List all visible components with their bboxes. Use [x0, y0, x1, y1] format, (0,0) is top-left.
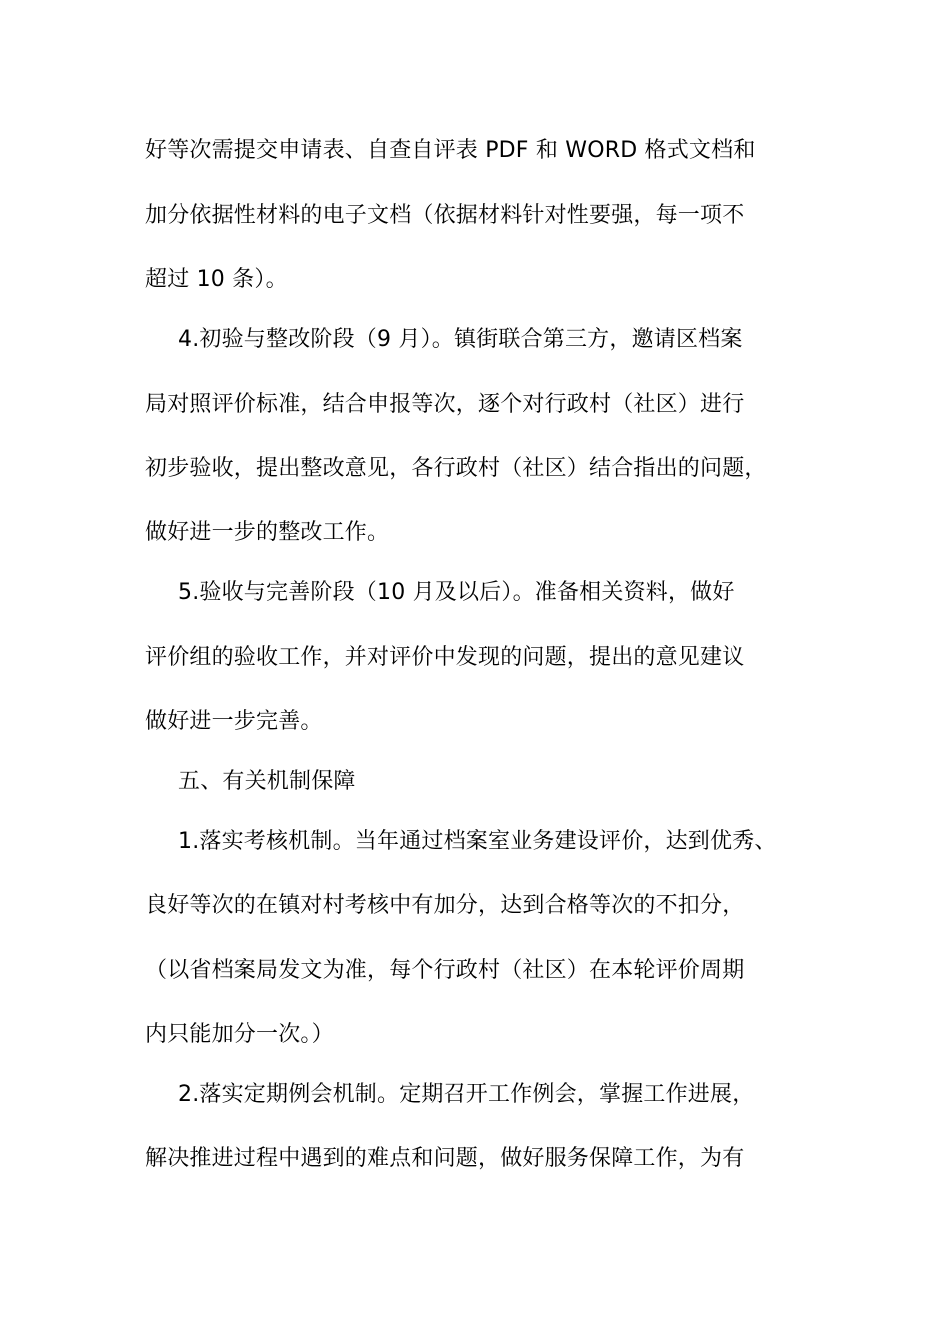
paragraph-line: 4.初验与整改阶段（9 月）。镇街联合第三方，邀请区档案 — [178, 327, 743, 352]
paragraph-line: 评价组的验收工作，并对评价中发现的问题，提出的意见建议 — [145, 645, 745, 670]
paragraph-line: 内只能加分一次。） — [145, 1022, 334, 1047]
section-heading: 五、有关机制保障 — [178, 769, 356, 794]
paragraph-line: 5.验收与完善阶段（10 月及以后）。准备相关资料，做好 — [178, 580, 735, 605]
paragraph-line: 做好进一步完善。 — [145, 709, 323, 734]
paragraph-line: （以省档案局发文为准，每个行政村（社区）在本轮评价周期 — [145, 958, 745, 983]
paragraph-line: 超过 10 条）。 — [145, 267, 288, 292]
paragraph-line: 良好等次的在镇对村考核中有加分，达到合格等次的不扣分， — [145, 893, 745, 918]
paragraph-line: 做好进一步的整改工作。 — [145, 520, 390, 545]
paragraph-line: 局对照评价标准，结合申报等次，逐个对行政村（社区）进行 — [145, 392, 745, 417]
paragraph-line: 好等次需提交申请表、自查自评表 PDF 和 WORD 格式文档和 — [145, 138, 756, 163]
paragraph-line: 加分依据性材料的电子文档（依据材料针对性要强，每一项不 — [145, 203, 745, 228]
paragraph-line: 1.落实考核机制。当年通过档案室业务建设评价，达到优秀、 — [178, 829, 777, 854]
paragraph-line: 解决推进过程中遇到的难点和问题，做好服务保障工作，为有 — [145, 1146, 745, 1171]
paragraph-line: 初步验收，提出整改意见，各行政村（社区）结合指出的问题， — [145, 456, 767, 481]
paragraph-line: 2.落实定期例会机制。定期召开工作例会，掌握工作进展， — [178, 1082, 755, 1107]
